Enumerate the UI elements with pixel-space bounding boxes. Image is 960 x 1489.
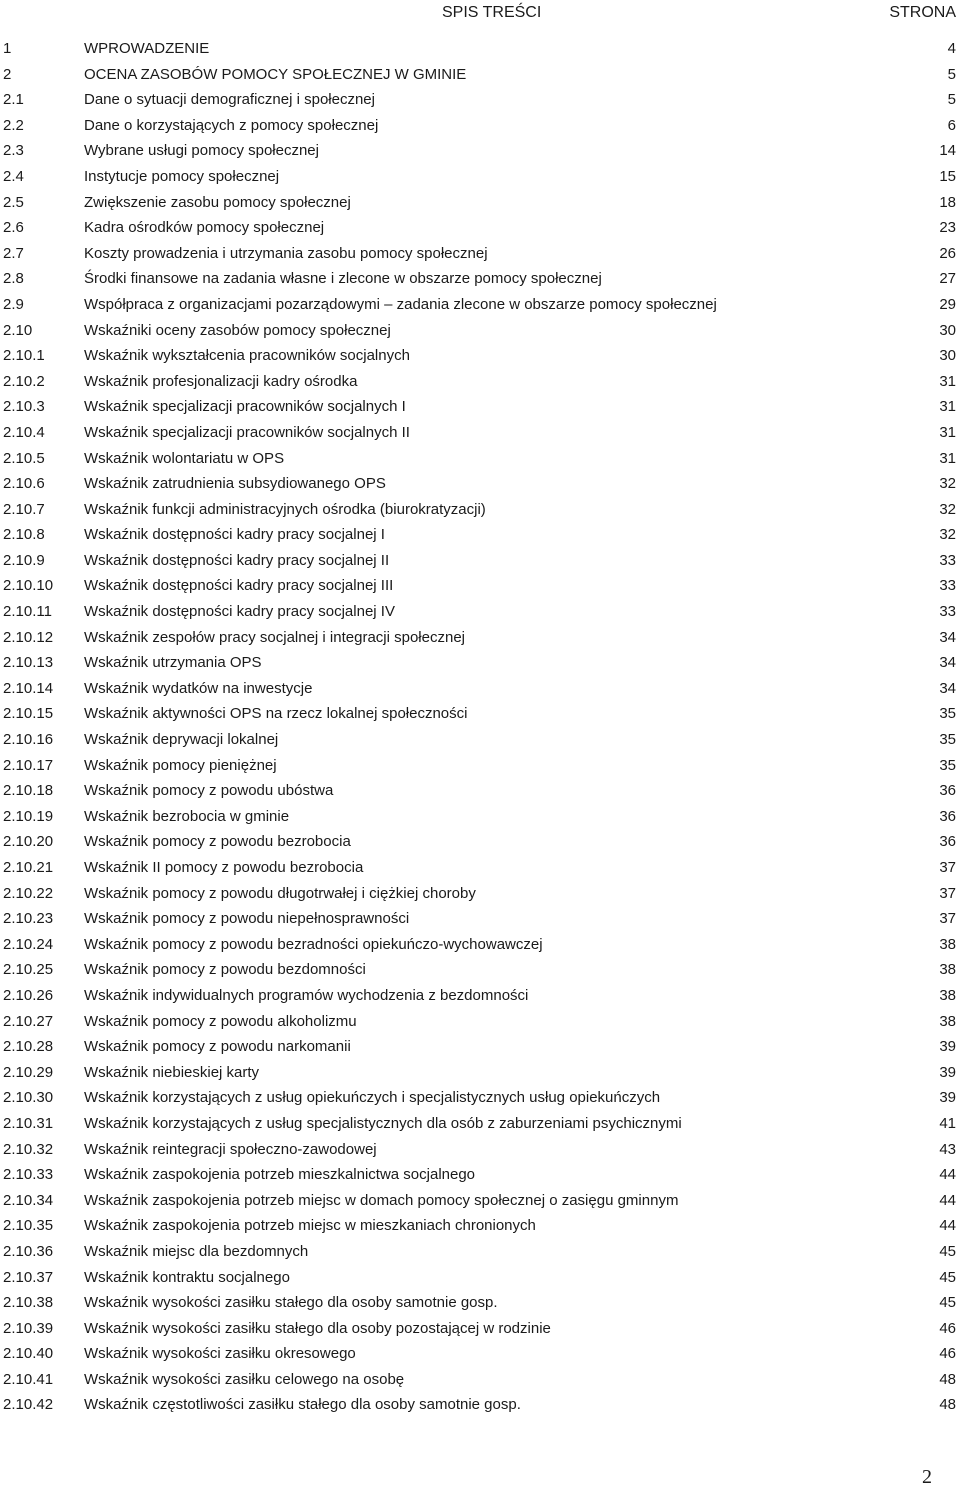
toc-entry-title: Instytucje pomocy społecznej xyxy=(84,167,280,185)
toc-entry[interactable] xyxy=(0,573,960,599)
toc-entry-number: 2.10.7 xyxy=(3,500,45,518)
toc-entry-page: 35 xyxy=(939,731,956,749)
toc-entry[interactable] xyxy=(0,650,960,676)
toc-entry-page: 32 xyxy=(939,475,956,493)
toc-entry[interactable] xyxy=(0,266,960,292)
toc-entry-title: Wskaźnik funkcji administracyjnych ośrodka (biurokratyzacji) xyxy=(84,500,486,518)
toc-entry-page: 5 xyxy=(947,65,956,83)
toc-entry-page: 5 xyxy=(947,91,956,109)
toc-entry-page: 38 xyxy=(939,1012,956,1030)
toc-entry-number: 2.10.19 xyxy=(3,807,54,825)
toc-entry-page: 38 xyxy=(939,961,956,979)
toc-entry-page: 35 xyxy=(939,705,956,723)
toc-heading: SPIS TREŚCI xyxy=(442,4,542,21)
toc-entry[interactable] xyxy=(0,62,960,88)
toc-entry-number: 2.10.33 xyxy=(3,1166,54,1184)
toc-entry-page: 30 xyxy=(939,347,956,365)
toc-entry-title: Wskaźnik bezrobocia w gminie xyxy=(84,807,290,825)
toc-entry-title: Wskaźnik pomocy z powodu niepełnosprawności xyxy=(84,910,410,928)
toc-entry-title: Wskaźnik miejsc dla bezdomnych xyxy=(84,1242,309,1260)
toc-entry[interactable] xyxy=(0,420,960,446)
toc-entry-number: 2.10.11 xyxy=(3,603,52,621)
toc-entry-title: Wskaźnik wysokości zasiłku celowego na osobę xyxy=(84,1370,405,1388)
toc-entry-title: Wskaźnik specjalizacji pracowników socjalnych I xyxy=(84,398,406,416)
toc-entry-page: 34 xyxy=(939,654,956,672)
toc-entry[interactable] xyxy=(0,548,960,574)
toc-entry-number: 2.10.5 xyxy=(3,449,45,467)
toc-entry-page: 32 xyxy=(939,526,956,544)
toc-entry[interactable] xyxy=(0,1060,960,1086)
toc-entry[interactable] xyxy=(0,1111,960,1137)
toc-entry-number: 2.10.37 xyxy=(3,1268,54,1286)
toc-entry-number: 2 xyxy=(3,65,12,83)
toc-entry[interactable] xyxy=(0,138,960,164)
toc-entry-number: 2.10.36 xyxy=(3,1242,54,1260)
toc-entry-title: Wskaźnik wysokości zasiłku stałego dla osoby samotnie gosp. xyxy=(84,1294,498,1312)
toc-entry[interactable] xyxy=(0,727,960,753)
toc-entry[interactable] xyxy=(0,829,960,855)
toc-entry[interactable] xyxy=(0,522,960,548)
toc-entry-number: 2.10.29 xyxy=(3,1063,54,1081)
toc-entry-page: 31 xyxy=(939,449,956,467)
toc-entry[interactable] xyxy=(0,599,960,625)
toc-entry[interactable] xyxy=(0,164,960,190)
toc-entry-page: 31 xyxy=(939,372,956,390)
toc-entry-page: 29 xyxy=(939,295,956,313)
toc-entry[interactable] xyxy=(0,1316,960,1342)
table-of-contents xyxy=(0,36,960,1418)
toc-entry-number: 2.10.8 xyxy=(3,526,45,544)
toc-entry-number: 2.10.34 xyxy=(3,1191,54,1209)
toc-entry[interactable] xyxy=(0,292,960,318)
toc-entry[interactable] xyxy=(0,394,960,420)
toc-entry-page: 39 xyxy=(939,1089,956,1107)
page-number: 2 xyxy=(922,1466,932,1488)
toc-entry[interactable] xyxy=(0,1265,960,1291)
toc-entry-number: 2.10.30 xyxy=(3,1089,54,1107)
toc-entry-title: Wskaźnik pomocy z powodu bezdomności xyxy=(84,961,366,979)
toc-entry-title: Wskaźnik specjalizacji pracowników socjalnych II xyxy=(84,423,410,441)
toc-entry-number: 2.10.15 xyxy=(3,705,54,723)
toc-entry-number: 2.8 xyxy=(3,270,24,288)
toc-entry-number: 2.9 xyxy=(3,295,24,313)
toc-entry-number: 2.10.21 xyxy=(3,859,54,876)
toc-entry-title: Wskaźnik pomocy z powodu ubóstwa xyxy=(84,782,334,800)
toc-entry-title: Wskaźnik utrzymania OPS xyxy=(84,654,262,672)
toc-entry-number: 2.10.32 xyxy=(3,1140,54,1158)
toc-entry-number: 2.10.9 xyxy=(3,551,45,569)
toc-entry-number: 2.10.4 xyxy=(3,423,45,441)
toc-entry[interactable] xyxy=(0,1213,960,1239)
toc-entry[interactable] xyxy=(0,1367,960,1393)
toc-entry[interactable] xyxy=(0,1290,960,1316)
toc-entry-page: 48 xyxy=(939,1396,956,1414)
toc-entry-page: 37 xyxy=(939,884,956,902)
toc-entry[interactable] xyxy=(0,1162,960,1188)
toc-entry[interactable] xyxy=(0,241,960,267)
toc-entry[interactable] xyxy=(0,804,960,830)
toc-entry-title: Wskaźnik reintegracji społeczno-zawodowej xyxy=(84,1140,377,1158)
toc-entry-title: Wskaźnik profesjonalizacji kadry ośrodka xyxy=(84,372,358,390)
toc-entry-number: 2.10.41 xyxy=(3,1370,54,1388)
toc-entry-title: Wskaźnik II pomocy z powodu bezrobocia xyxy=(84,859,364,876)
toc-entry-page: 44 xyxy=(939,1217,956,1235)
toc-entry[interactable] xyxy=(0,36,960,62)
toc-entry[interactable] xyxy=(0,113,960,139)
toc-entry-page: 34 xyxy=(939,628,956,646)
toc-entry-title: Współpraca z organizacjami pozarządowymi – zadania zlecone w obszarze pomocy społecznej xyxy=(84,295,717,313)
toc-entry[interactable] xyxy=(0,369,960,395)
toc-entry[interactable] xyxy=(0,1239,960,1265)
toc-entry-page: 33 xyxy=(939,603,956,621)
toc-entry[interactable] xyxy=(0,753,960,779)
toc-entry-page: 43 xyxy=(939,1140,956,1158)
toc-entry[interactable] xyxy=(0,471,960,497)
toc-entry-number: 2.10 xyxy=(3,321,33,339)
toc-entry-title: Wskaźnik korzystających z usług specjalistycznych dla osób z zaburzeniami psychicznymi xyxy=(84,1114,682,1132)
toc-entry-number: 2.10.38 xyxy=(3,1294,54,1312)
toc-entry-number: 2.10.13 xyxy=(3,654,54,672)
toc-entry-title: OCENA ZASOBÓW POMOCY SPOŁECZNEJ W GMINIE xyxy=(84,65,467,83)
toc-entry[interactable] xyxy=(0,1137,960,1163)
toc-entry[interactable] xyxy=(0,446,960,472)
toc-entry-title: Kadra ośrodków pomocy społecznej xyxy=(84,219,325,237)
toc-entry-page: 39 xyxy=(939,1063,956,1081)
toc-entry-title: Wskaźnik kontraktu socjalnego xyxy=(84,1268,290,1286)
toc-entry-number: 2.10.18 xyxy=(3,782,54,800)
toc-entry-number: 2.10.31 xyxy=(3,1114,54,1132)
toc-entry[interactable] xyxy=(0,701,960,727)
toc-entry-title: Wskaźnik zaspokojenia potrzeb miejsc w domach pomocy społecznej o zasięgu gminnym xyxy=(84,1191,679,1209)
toc-entry-title: WPROWADZENIE xyxy=(84,40,210,57)
toc-entry-title: Wskaźnik wydatków na inwestycje xyxy=(84,679,313,697)
toc-entry-page: 37 xyxy=(939,910,956,928)
toc-entry[interactable] xyxy=(0,1085,960,1111)
toc-entry-title: Wskaźnik wykształcenia pracowników socjalnych xyxy=(84,347,410,365)
toc-entry[interactable] xyxy=(0,318,960,344)
toc-entry-page: 46 xyxy=(939,1345,956,1363)
toc-entry[interactable] xyxy=(0,957,960,983)
toc-entry-page: 27 xyxy=(939,270,956,288)
toc-entry-number: 2.1 xyxy=(3,91,24,109)
toc-entry-number: 2.10.24 xyxy=(3,935,54,953)
toc-entry-number: 2.10.17 xyxy=(3,756,54,774)
toc-entry-title: Wskaźnik deprywacji lokalnej xyxy=(84,731,279,749)
toc-entry-number: 2.10.42 xyxy=(3,1396,54,1414)
toc-entry-page: 6 xyxy=(947,116,956,134)
toc-entry-page: 14 xyxy=(939,142,956,160)
toc-entry[interactable] xyxy=(0,676,960,702)
toc-entry-number: 2.2 xyxy=(3,116,24,134)
toc-entry-title: Wskaźnik niebieskiej karty xyxy=(84,1063,260,1081)
toc-entry-title: Wskaźnik częstotliwości zasiłku stałego dla osoby samotnie gosp. xyxy=(84,1396,521,1414)
toc-entry-title: Dane o korzystających z pomocy społecznej xyxy=(84,116,379,134)
toc-entry[interactable] xyxy=(0,881,960,907)
toc-entry-page: 18 xyxy=(939,193,956,211)
toc-entry-title: Wskaźnik dostępności kadry pracy socjalnej II xyxy=(84,551,390,569)
toc-entry-number: 2.10.16 xyxy=(3,731,54,749)
toc-entry-number: 2.10.22 xyxy=(3,884,54,902)
toc-entry[interactable] xyxy=(0,778,960,804)
toc-entry-number: 1 xyxy=(3,40,12,57)
toc-entry-page: 36 xyxy=(939,782,956,800)
toc-entry-title: Wskaźnik dostępności kadry pracy socjalnej IV xyxy=(84,603,395,621)
toc-entry-page: 15 xyxy=(939,167,956,185)
toc-entry-number: 2.10.3 xyxy=(3,398,45,416)
toc-entry-number: 2.10.35 xyxy=(3,1217,54,1235)
toc-entry-number: 2.10.27 xyxy=(3,1012,54,1030)
toc-entry-page: 44 xyxy=(939,1191,956,1209)
toc-entry-page: 36 xyxy=(939,807,956,825)
toc-entry-number: 2.10.28 xyxy=(3,1038,54,1056)
toc-entry[interactable] xyxy=(0,625,960,651)
toc-entry-page: 46 xyxy=(939,1319,956,1337)
toc-entry-page: 31 xyxy=(939,398,956,416)
toc-entry-title: Środki finansowe na zadania własne i zlecone w obszarze pomocy społecznej xyxy=(84,270,602,288)
toc-entry-page: 26 xyxy=(939,244,956,262)
toc-entry-title: Wybrane usługi pomocy społecznej xyxy=(84,142,319,160)
toc-entry-page: 35 xyxy=(939,756,956,774)
toc-entry[interactable] xyxy=(0,343,960,369)
toc-entry-title: Zwiększenie zasobu pomocy społecznej xyxy=(84,193,351,211)
toc-entry-page: 38 xyxy=(939,986,956,1004)
toc-entry-page: 45 xyxy=(939,1268,956,1286)
toc-entry-number: 2.10.23 xyxy=(3,910,54,928)
toc-entry-number: 2.3 xyxy=(3,142,24,160)
page-column-heading: STRONA xyxy=(889,4,956,21)
toc-entry-page: 33 xyxy=(939,577,956,595)
toc-entry-page: 44 xyxy=(939,1166,956,1184)
toc-entry-title: Wskaźnik korzystających z usług opiekuńczych i specjalistycznych usług opiekuńczych xyxy=(84,1089,661,1107)
toc-entry-number: 2.10.6 xyxy=(3,475,45,493)
toc-entry-number: 2.7 xyxy=(3,244,24,262)
toc-entry-number: 2.10.26 xyxy=(3,986,54,1004)
toc-entry-page: 31 xyxy=(939,423,956,441)
toc-entry-page: 32 xyxy=(939,500,956,518)
toc-entry-page: 23 xyxy=(939,219,956,237)
toc-entry-page: 30 xyxy=(939,321,956,339)
toc-entry-page: 41 xyxy=(939,1114,956,1132)
toc-entry[interactable] xyxy=(0,855,960,881)
toc-entry-number: 2.10.39 xyxy=(3,1319,54,1337)
toc-entry-page: 36 xyxy=(939,833,956,851)
toc-entry[interactable] xyxy=(0,215,960,241)
toc-entry-title: Wskaźnik wolontariatu w OPS xyxy=(84,449,285,467)
toc-entry-title: Wskaźnik wysokości zasiłku okresowego xyxy=(84,1345,356,1363)
toc-entry-number: 2.10.20 xyxy=(3,833,54,851)
toc-entry[interactable] xyxy=(0,87,960,113)
toc-entry-number: 2.10.40 xyxy=(3,1345,54,1363)
toc-entry-title: Wskaźnik pomocy z powodu bezradności opiekuńczo-wychowawczej xyxy=(84,935,543,953)
toc-entry-title: Wskaźnik pomocy z powodu bezrobocia xyxy=(84,833,351,851)
toc-entry[interactable] xyxy=(0,906,960,932)
toc-entry[interactable] xyxy=(0,1034,960,1060)
toc-entry-page: 45 xyxy=(939,1294,956,1312)
toc-entry-number: 2.10.14 xyxy=(3,679,54,697)
toc-entry-number: 2.5 xyxy=(3,193,24,211)
toc-entry-title: Wskaźnik dostępności kadry pracy socjalnej III xyxy=(84,577,394,595)
toc-entry-page: 34 xyxy=(939,679,956,697)
toc-entry-number: 2.10.12 xyxy=(3,628,54,646)
toc-entry-page: 33 xyxy=(939,551,956,569)
toc-entry-page: 45 xyxy=(939,1242,956,1260)
toc-entry-number: 2.10.2 xyxy=(3,372,45,390)
toc-entry-title: Wskaźnik aktywności OPS na rzecz lokalnej społeczności xyxy=(84,705,468,723)
toc-entry[interactable] xyxy=(0,1009,960,1035)
toc-entry-page: 4 xyxy=(947,40,956,57)
toc-entry-number: 2.10.1 xyxy=(3,347,45,365)
toc-entry-title: Wskaźnik zaspokojenia potrzeb mieszkalnictwa socjalnego xyxy=(84,1166,476,1184)
toc-entry-title: Wskaźnik zespołów pracy socjalnej i integracji społecznej xyxy=(84,628,465,646)
toc-entry[interactable] xyxy=(0,190,960,216)
toc-entry-title: Wskaźnik zaspokojenia potrzeb miejsc w mieszkaniach chronionych xyxy=(84,1217,536,1235)
toc-entry-page: 37 xyxy=(939,859,956,876)
toc-entry-number: 2.6 xyxy=(3,219,24,237)
toc-entry-number: 2.10.25 xyxy=(3,961,54,979)
toc-entry-number: 2.10.10 xyxy=(3,577,54,595)
toc-entry-title: Wskaźnik pomocy pieniężnej xyxy=(84,756,277,774)
toc-entry[interactable] xyxy=(0,932,960,958)
toc-entry[interactable] xyxy=(0,1392,960,1418)
toc-entry-title: Dane o sytuacji demograficznej i społecznej xyxy=(84,91,375,109)
toc-entry-title: Wskaźnik zatrudnienia subsydiowanego OPS xyxy=(84,475,386,493)
toc-entry-title: Wskaźnik indywidualnych programów wychodzenia z bezdomności xyxy=(84,986,529,1004)
toc-entry-title: Wskaźnik pomocy z powodu narkomanii xyxy=(84,1038,351,1056)
toc-entry-page: 38 xyxy=(939,935,956,953)
toc-entry-page: 48 xyxy=(939,1370,956,1388)
toc-entry-title: Wskaźnik pomocy z powodu długotrwałej i ciężkiej choroby xyxy=(84,884,476,902)
toc-entry[interactable] xyxy=(0,1188,960,1214)
toc-entry-title: Wskaźnik dostępności kadry pracy socjalnej I xyxy=(84,526,385,544)
toc-entry-page: 39 xyxy=(939,1038,956,1056)
toc-entry[interactable] xyxy=(0,1341,960,1367)
toc-entry[interactable] xyxy=(0,497,960,523)
toc-entry[interactable] xyxy=(0,983,960,1009)
toc-entry-title: Koszty prowadzenia i utrzymania zasobu pomocy społecznej xyxy=(84,244,488,262)
toc-entry-number: 2.4 xyxy=(3,167,24,185)
toc-entry-title: Wskaźnik pomocy z powodu alkoholizmu xyxy=(84,1012,357,1030)
toc-entry-title: Wskaźniki oceny zasobów pomocy społecznej xyxy=(84,321,391,339)
toc-entry-title: Wskaźnik wysokości zasiłku stałego dla osoby pozostającej w rodzinie xyxy=(84,1319,551,1337)
